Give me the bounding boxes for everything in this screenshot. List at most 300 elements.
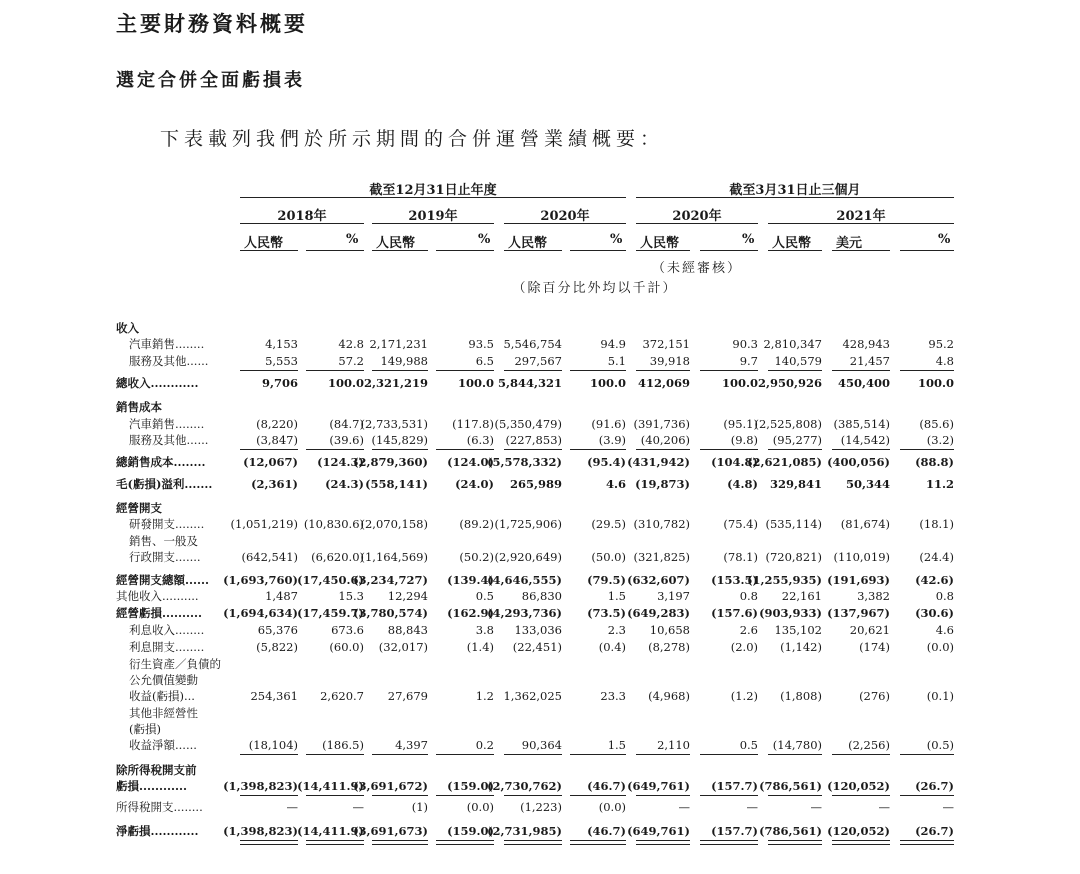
table-cell: (3.9) xyxy=(598,433,626,447)
table-cell: (162.9) xyxy=(447,606,494,620)
currency-rule-6 xyxy=(636,250,690,251)
total-rule xyxy=(768,795,822,796)
table-cell: (385,514) xyxy=(833,417,890,431)
table-cell: (0.5) xyxy=(926,738,954,752)
table-cell: (1,164,569) xyxy=(360,550,428,564)
table-cell: (8,278) xyxy=(648,640,690,654)
table-cell: 5.1 xyxy=(607,354,626,368)
table-cell: (1,255,935) xyxy=(747,573,822,587)
table-cell: (276) xyxy=(859,689,890,703)
table-cell: (2,920,649) xyxy=(494,550,562,564)
table-cell: 2.6 xyxy=(739,623,758,637)
table-cell: (2,731,985) xyxy=(487,824,562,838)
row-label: 其他收入.......... xyxy=(116,589,199,603)
row-label: 淨虧損............ xyxy=(116,824,199,838)
table-cell: 39,918 xyxy=(649,354,690,368)
table-cell: (1,142) xyxy=(780,640,822,654)
table-cell: (79.5) xyxy=(587,573,626,587)
table-cell: 0.8 xyxy=(739,589,758,603)
table-cell: (120,052) xyxy=(827,779,890,793)
total-rule xyxy=(636,844,690,845)
intro-text: 下表載列我們於所示期間的合併運營業績概要： xyxy=(160,128,665,150)
table-cell: 412,069 xyxy=(637,376,690,390)
table-cell: (88.8) xyxy=(915,455,954,469)
table-cell: (2,621,085) xyxy=(747,455,822,469)
group-header-annual: 截至12月31日止年度 xyxy=(369,183,497,198)
table-cell: (6.3) xyxy=(466,433,494,447)
table-cell: (24.0) xyxy=(455,477,494,491)
table-cell: 10,658 xyxy=(649,623,690,637)
table-cell: (22,451) xyxy=(512,640,562,654)
table-cell: — xyxy=(678,800,690,814)
currency-rule-9 xyxy=(832,250,890,251)
total-rule xyxy=(306,840,364,841)
table-cell: (1,051,219) xyxy=(230,517,298,531)
total-rule xyxy=(570,449,626,450)
total-rule xyxy=(768,754,822,755)
table-cell: 2.3 xyxy=(607,623,626,637)
table-cell: 0.2 xyxy=(475,738,494,752)
row-label: 研發開支........ xyxy=(129,517,205,531)
total-rule xyxy=(306,795,364,796)
total-rule xyxy=(832,795,890,796)
table-cell: (2,879,360) xyxy=(353,455,428,469)
table-cell: 9,706 xyxy=(261,376,298,390)
table-cell: 6.5 xyxy=(475,354,494,368)
row-label: 行政開支....... xyxy=(129,550,201,564)
total-rule xyxy=(570,795,626,796)
table-cell: (50.0) xyxy=(591,550,626,564)
table-cell: 0.5 xyxy=(739,738,758,752)
total-rule xyxy=(900,370,954,371)
table-cell: 254,361 xyxy=(250,689,298,703)
table-cell: 0.8 xyxy=(935,589,954,603)
total-rule xyxy=(700,795,758,796)
table-cell: (400,056) xyxy=(827,455,890,469)
table-cell: — xyxy=(352,800,364,814)
currency-rule-2 xyxy=(372,250,428,251)
table-cell: (5,822) xyxy=(256,640,298,654)
table-cell: (159.0) xyxy=(447,779,494,793)
total-rule xyxy=(700,840,758,841)
table-cell: (1.4) xyxy=(466,640,494,654)
table-cell: (535,114) xyxy=(765,517,822,531)
table-cell: (1,223) xyxy=(520,800,562,814)
table-cell: (75.4) xyxy=(723,517,758,531)
row-label: 所得稅開支........ xyxy=(116,800,203,814)
table-cell: 11.2 xyxy=(925,477,954,491)
table-cell: 0.5 xyxy=(475,589,494,603)
table-cell: 140,579 xyxy=(774,354,822,368)
table-cell: (1,398,823) xyxy=(223,824,298,838)
total-rule xyxy=(504,754,562,755)
total-rule xyxy=(436,370,494,371)
table-cell: 12,294 xyxy=(387,589,428,603)
row-label: 收入 xyxy=(116,321,139,335)
table-cell: (46.7) xyxy=(587,824,626,838)
table-cell: 100.0 xyxy=(327,376,364,390)
table-cell: (2,070,158) xyxy=(360,517,428,531)
table-cell: (81,674) xyxy=(840,517,890,531)
total-rule xyxy=(504,449,562,450)
table-cell: (4,646,555) xyxy=(487,573,562,587)
total-rule xyxy=(436,754,494,755)
table-cell: (720,821) xyxy=(765,550,822,564)
total-rule xyxy=(900,754,954,755)
total-rule xyxy=(436,840,494,841)
table-cell: 297,567 xyxy=(514,354,562,368)
total-rule xyxy=(240,840,298,841)
table-cell: 428,943 xyxy=(842,337,890,351)
table-cell: (191,693) xyxy=(827,573,890,587)
total-rule xyxy=(504,370,562,371)
total-rule xyxy=(832,449,890,450)
table-cell: (73.5) xyxy=(587,606,626,620)
table-cell: (19,873) xyxy=(635,477,690,491)
table-cell: 100.0 xyxy=(589,376,626,390)
total-rule xyxy=(570,840,626,841)
total-rule xyxy=(504,840,562,841)
row-label: 虧損............ xyxy=(116,779,188,793)
row-label: 衍生資產／負債的 xyxy=(129,657,221,671)
row-label: 汽車銷售........ xyxy=(129,417,205,431)
table-cell: (1.2) xyxy=(730,689,758,703)
table-cell: 57.2 xyxy=(338,354,364,368)
currency-header-5: % xyxy=(610,232,623,247)
table-cell: 21,457 xyxy=(849,354,890,368)
currency-header-4: 人民幣 xyxy=(508,236,548,251)
total-rule xyxy=(700,754,758,755)
year-header-2020: 2020年 xyxy=(540,209,590,224)
table-cell: 1,362,025 xyxy=(503,689,562,703)
table-cell: (632,607) xyxy=(627,573,690,587)
table-cell: (17,459.7) xyxy=(297,606,364,620)
total-rule xyxy=(306,754,364,755)
total-rule xyxy=(372,754,428,755)
row-label: 收益淨額...... xyxy=(129,738,197,752)
table-cell: — xyxy=(878,800,890,814)
currency-header-9: 美元 xyxy=(836,236,863,251)
total-rule xyxy=(372,449,428,450)
table-cell: 4.8 xyxy=(935,354,954,368)
table-cell: (26.7) xyxy=(915,824,954,838)
total-rule xyxy=(636,840,690,841)
table-cell: (0.0) xyxy=(926,640,954,654)
table-cell: (18.1) xyxy=(919,517,954,531)
table-cell: (649,283) xyxy=(627,606,690,620)
table-cell: 265,989 xyxy=(509,477,562,491)
currency-rule-0 xyxy=(240,250,298,251)
table-cell: 1.5 xyxy=(607,738,626,752)
table-cell: (2,525,808) xyxy=(754,417,822,431)
year-rule-2020 xyxy=(504,223,626,224)
currency-rule-4 xyxy=(504,250,562,251)
table-cell: (3,234,727) xyxy=(353,573,428,587)
table-cell: 4.6 xyxy=(605,477,626,491)
currency-header-7: % xyxy=(742,232,755,247)
table-cell: (14,411.9) xyxy=(297,824,364,838)
table-cell: (95.4) xyxy=(587,455,626,469)
table-cell: 100.0 xyxy=(917,376,954,390)
table-cell: 23.3 xyxy=(600,689,626,703)
currency-header-10: % xyxy=(938,232,951,247)
table-cell: 88,843 xyxy=(387,623,428,637)
table-cell: (3,691,673) xyxy=(353,824,428,838)
row-label: 毛(虧損)溢利....... xyxy=(116,477,213,491)
table-cell: (78.1) xyxy=(723,550,758,564)
total-rule xyxy=(768,370,822,371)
currency-rule-8 xyxy=(768,250,822,251)
total-rule xyxy=(240,844,298,845)
row-label: 銷售、一般及 xyxy=(129,534,198,548)
table-cell: (3,691,672) xyxy=(353,779,428,793)
total-rule xyxy=(436,795,494,796)
table-cell: (2,733,531) xyxy=(360,417,428,431)
table-cell: (17,450.6) xyxy=(297,573,364,587)
total-rule xyxy=(372,370,428,371)
total-rule xyxy=(768,844,822,845)
unaudited-note: （未經審核） xyxy=(651,261,742,276)
currency-header-2: 人民幣 xyxy=(376,236,416,251)
row-label: 經營開支 xyxy=(116,501,162,515)
year-rule-2018 xyxy=(240,223,364,224)
table-cell: (4,293,736) xyxy=(487,606,562,620)
row-label: 汽車銷售........ xyxy=(129,337,205,351)
table-cell: 4.6 xyxy=(935,623,954,637)
table-cell: 4,397 xyxy=(395,738,428,752)
table-cell: 2,620.7 xyxy=(320,689,364,703)
table-cell: 100.0 xyxy=(721,376,758,390)
total-rule xyxy=(570,844,626,845)
currency-header-6: 人民幣 xyxy=(640,236,680,251)
table-cell: (24.4) xyxy=(919,550,954,564)
table-cell: (85.6) xyxy=(919,417,954,431)
row-label: 利息收入........ xyxy=(129,623,205,637)
row-label: 其他非經營性 xyxy=(129,706,198,720)
table-cell: 22,161 xyxy=(781,589,822,603)
table-cell: (29.5) xyxy=(591,517,626,531)
table-cell: 4,153 xyxy=(265,337,298,351)
table-cell: 2,321,219 xyxy=(363,376,428,390)
table-cell: 42.8 xyxy=(338,337,364,351)
currency-rule-1 xyxy=(306,250,364,251)
table-cell: 90.3 xyxy=(732,337,758,351)
group-rule-quarter xyxy=(636,197,954,198)
total-rule xyxy=(306,449,364,450)
table-cell: (1,398,823) xyxy=(223,779,298,793)
table-cell: (157.7) xyxy=(711,779,758,793)
table-cell: 9.7 xyxy=(739,354,758,368)
year-rule-2019 xyxy=(372,223,494,224)
total-rule xyxy=(306,844,364,845)
table-cell: (124.3) xyxy=(317,455,364,469)
table-cell: 5,844,321 xyxy=(497,376,562,390)
table-cell: (186.5) xyxy=(322,738,364,752)
row-label: 經營開支總額...... xyxy=(116,573,210,587)
table-cell: (786,561) xyxy=(759,779,822,793)
table-cell: 3,197 xyxy=(657,589,690,603)
table-cell: (157.6) xyxy=(711,606,758,620)
table-cell: (159.0) xyxy=(447,824,494,838)
total-rule xyxy=(636,754,690,755)
table-cell: (903,933) xyxy=(759,606,822,620)
table-cell: (95,277) xyxy=(772,433,822,447)
total-rule xyxy=(240,795,298,796)
table-cell: 65,376 xyxy=(257,623,298,637)
total-rule xyxy=(900,844,954,845)
currency-rule-10 xyxy=(900,250,954,251)
table-cell: (95.1) xyxy=(723,417,758,431)
table-cell: 2,171,231 xyxy=(369,337,428,351)
table-cell: (786,561) xyxy=(759,824,822,838)
table-cell: (0.1) xyxy=(926,689,954,703)
table-cell: (32,017) xyxy=(378,640,428,654)
row-label: 經營虧損.......... xyxy=(116,606,203,620)
table-cell: (18,104) xyxy=(248,738,298,752)
table-cell: 2,110 xyxy=(657,738,690,752)
table-cell: (4.8) xyxy=(727,477,758,491)
row-label: (虧損) xyxy=(129,722,161,736)
total-rule xyxy=(570,754,626,755)
table-cell: (30.6) xyxy=(915,606,954,620)
currency-rule-5 xyxy=(570,250,626,251)
total-rule xyxy=(636,795,690,796)
table-cell: (174) xyxy=(859,640,890,654)
row-label: 銷售成本 xyxy=(116,400,162,414)
total-rule xyxy=(240,449,298,450)
year-header-2020-q1: 2020年 xyxy=(672,209,722,224)
table-cell: 93.5 xyxy=(468,337,494,351)
table-cell: 133,036 xyxy=(514,623,562,637)
table-cell: (3.2) xyxy=(926,433,954,447)
table-cell: (145,829) xyxy=(371,433,428,447)
table-cell: (10,830.6) xyxy=(303,517,364,531)
table-cell: (104.8) xyxy=(711,455,758,469)
table-cell: (0.4) xyxy=(598,640,626,654)
total-rule xyxy=(240,370,298,371)
table-cell: 5,546,754 xyxy=(503,337,562,351)
currency-rule-3 xyxy=(436,250,494,251)
table-cell: 15.3 xyxy=(338,589,364,603)
table-cell: (3,847) xyxy=(256,433,298,447)
total-rule xyxy=(700,844,758,845)
table-cell: 86,830 xyxy=(521,589,562,603)
table-cell: (321,825) xyxy=(633,550,690,564)
total-rule xyxy=(636,370,690,371)
table-cell: (1,693,760) xyxy=(223,573,298,587)
table-cell: (391,736) xyxy=(633,417,690,431)
table-cell: (46.7) xyxy=(587,779,626,793)
table-cell: — xyxy=(810,800,822,814)
row-label: 收益(虧損)... xyxy=(129,689,195,703)
table-cell: (1,725,906) xyxy=(494,517,562,531)
total-rule xyxy=(768,449,822,450)
table-cell: (0.0) xyxy=(598,800,626,814)
table-cell: 372,151 xyxy=(642,337,690,351)
table-cell: (227,853) xyxy=(505,433,562,447)
table-cell: (1,808) xyxy=(780,689,822,703)
total-rule xyxy=(306,370,364,371)
total-rule xyxy=(832,844,890,845)
table-cell: 2,950,926 xyxy=(757,376,822,390)
currency-header-1: % xyxy=(346,232,359,247)
table-cell: (60.0) xyxy=(329,640,364,654)
total-rule xyxy=(372,795,428,796)
table-cell: (153.5) xyxy=(711,573,758,587)
table-cell: (12,067) xyxy=(243,455,298,469)
total-rule xyxy=(900,449,954,450)
currency-header-3: % xyxy=(478,232,491,247)
page-heading: 主要財務資料概要 xyxy=(116,11,308,36)
table-cell: 95.2 xyxy=(928,337,954,351)
table-cell: (642,541) xyxy=(241,550,298,564)
row-label: 總收入............ xyxy=(116,376,199,390)
table-cell: (6,620.0) xyxy=(311,550,364,564)
table-cell: 1,487 xyxy=(265,589,298,603)
table-cell: (14,411.9) xyxy=(297,779,364,793)
total-rule xyxy=(700,370,758,371)
total-rule xyxy=(768,840,822,841)
row-label: 除所得稅開支前 xyxy=(116,763,197,777)
total-rule xyxy=(372,844,428,845)
table-cell: 27,679 xyxy=(387,689,428,703)
table-cell: 673.6 xyxy=(331,623,364,637)
total-rule xyxy=(372,840,428,841)
table-cell: 90,364 xyxy=(521,738,562,752)
total-rule xyxy=(900,795,954,796)
table-cell: (110,019) xyxy=(833,550,890,564)
table-cell: (4,968) xyxy=(648,689,690,703)
total-rule xyxy=(900,840,954,841)
table-cell: (310,782) xyxy=(633,517,690,531)
units-note: （除百分比外均以千計） xyxy=(512,281,678,296)
total-rule xyxy=(832,370,890,371)
table-cell: (24.3) xyxy=(325,477,364,491)
table-cell: (2,361) xyxy=(251,477,298,491)
table-cell: 329,841 xyxy=(769,477,822,491)
section-heading: 選定合併全面虧損表 xyxy=(116,70,305,91)
year-rule-2020-q1 xyxy=(636,223,758,224)
table-cell: 5,553 xyxy=(265,354,298,368)
year-header-2018: 2018年 xyxy=(277,209,327,224)
year-rule-2021-q1 xyxy=(768,223,954,224)
table-cell: (5,350,479) xyxy=(494,417,562,431)
row-label: 服務及其他...... xyxy=(129,433,209,447)
row-label: 公允價值變動 xyxy=(129,673,198,687)
total-rule xyxy=(832,754,890,755)
table-cell: (157.7) xyxy=(711,824,758,838)
table-cell: (14,780) xyxy=(772,738,822,752)
year-header-2019: 2019年 xyxy=(408,209,458,224)
table-cell: 135,102 xyxy=(774,623,822,637)
total-rule xyxy=(504,795,562,796)
table-cell: (8,220) xyxy=(256,417,298,431)
table-cell: (1) xyxy=(411,800,428,814)
table-cell: (42.6) xyxy=(915,573,954,587)
table-cell: 1.2 xyxy=(475,689,494,703)
row-label: 服務及其他...... xyxy=(129,354,209,368)
table-cell: 3.8 xyxy=(475,623,494,637)
row-label: 總銷售成本........ xyxy=(116,455,206,469)
table-cell: (431,942) xyxy=(627,455,690,469)
table-cell: (40,206) xyxy=(640,433,690,447)
table-cell: (137,967) xyxy=(827,606,890,620)
total-rule xyxy=(832,840,890,841)
group-rule-annual xyxy=(240,197,626,198)
table-cell: (5,578,332) xyxy=(487,455,562,469)
table-cell: 1.5 xyxy=(607,589,626,603)
table-cell: (2.0) xyxy=(730,640,758,654)
